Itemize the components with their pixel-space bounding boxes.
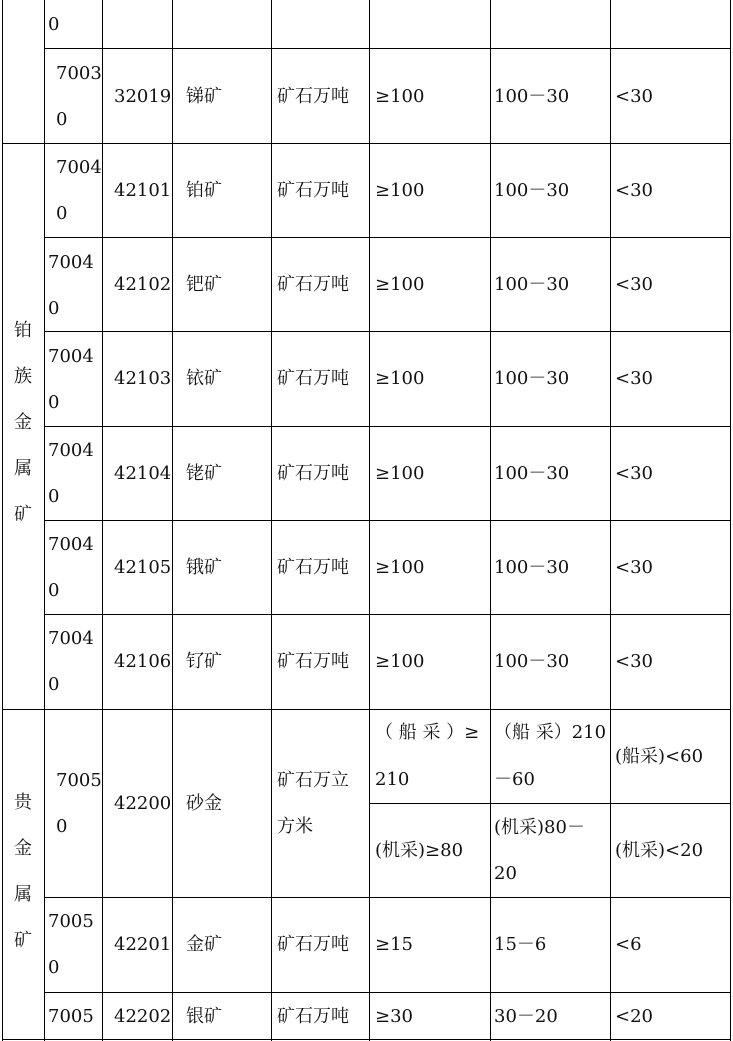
small-scale-cell: <20 <box>615 1006 653 1027</box>
medium-scale-cell: 100－30 <box>494 651 570 672</box>
medium-scale-ship-cont: －60 <box>494 769 535 790</box>
code-a-cell-cont: 0 <box>56 203 68 224</box>
category-char: 族 <box>14 366 32 387</box>
mineral-name: 钌矿 <box>186 651 222 672</box>
code-a-cell: 0 <box>48 14 60 35</box>
grid-line <box>44 992 731 993</box>
code-a-cell-cont: 0 <box>48 486 60 507</box>
mineral-name: 银矿 <box>186 1006 222 1027</box>
code-a-cell: 7004 <box>48 252 94 273</box>
code-a-cell-cont: 0 <box>56 109 68 130</box>
grid-line <box>2 0 3 1041</box>
unit-cell: 矿石万吨 <box>277 368 349 389</box>
grid-line <box>44 897 731 898</box>
large-scale-cell: ≥30 <box>375 1006 413 1027</box>
medium-scale-cell: 100－30 <box>494 180 570 201</box>
unit-cell: 矿石万吨 <box>277 557 349 578</box>
category-char: 矿 <box>14 504 32 525</box>
unit-cell: 矿石万吨 <box>277 463 349 484</box>
mineral-name: 砂金 <box>186 793 222 814</box>
code-b-cell: 42102 <box>114 274 172 295</box>
large-scale-mech: (机采)≥80 <box>375 840 464 861</box>
code-a-cell: 7005 <box>56 770 102 791</box>
small-scale-cell: <30 <box>615 463 653 484</box>
code-a-cell: 7004 <box>48 440 94 461</box>
unit-cell: 矿石万立 <box>277 770 349 791</box>
small-scale-cell: <30 <box>615 86 653 107</box>
mineral-name: 锇矿 <box>186 557 222 578</box>
small-scale-cell: <6 <box>615 934 642 955</box>
code-a-cell: 7004 <box>48 628 94 649</box>
large-scale-cell: ≥15 <box>375 934 413 955</box>
small-scale-cell: <30 <box>615 274 653 295</box>
grid-line <box>44 614 731 615</box>
mineral-name: 锑矿 <box>186 86 222 107</box>
grid-line <box>2 709 731 710</box>
grid-line <box>44 520 731 521</box>
medium-scale-mech: (机采)80－ <box>494 817 585 838</box>
small-scale-ship: (船采)<60 <box>615 746 704 767</box>
mineral-name: 铂矿 <box>186 180 222 201</box>
grid-line <box>44 237 731 238</box>
unit-cell: 矿石万吨 <box>277 1006 349 1027</box>
large-scale-cell: ≥100 <box>375 274 425 295</box>
code-b-cell: 42105 <box>114 557 172 578</box>
medium-scale-mech-cont: 20 <box>494 863 517 884</box>
large-scale-cell: ≥100 <box>375 463 425 484</box>
code-b-cell: 42201 <box>114 934 172 955</box>
grid-line <box>44 331 731 332</box>
small-scale-mech: (机采)<20 <box>615 840 704 861</box>
medium-scale-cell: 100－30 <box>494 557 570 578</box>
code-b-cell: 42200 <box>114 793 172 814</box>
code-b-cell: 42202 <box>114 1006 172 1027</box>
grid-line <box>2 1039 731 1040</box>
category-char: 铂 <box>14 320 32 341</box>
code-a-cell-cont: 0 <box>48 580 60 601</box>
code-a-cell-cont: 0 <box>48 957 60 978</box>
unit-cell-cont: 方米 <box>277 816 313 837</box>
code-a-cell: 7005 <box>48 911 94 932</box>
code-a-cell-cont: 0 <box>48 392 60 413</box>
grid-line <box>44 426 731 427</box>
category-char: 属 <box>14 458 32 479</box>
small-scale-cell: <30 <box>615 180 653 201</box>
medium-scale-cell: 100－30 <box>494 86 570 107</box>
unit-cell: 矿石万吨 <box>277 934 349 955</box>
code-b-cell: 32019 <box>114 86 172 107</box>
code-a-cell-cont: 0 <box>56 816 68 837</box>
medium-scale-cell: 100－30 <box>494 274 570 295</box>
unit-cell: 矿石万吨 <box>277 274 349 295</box>
code-a-cell-cont: 0 <box>48 674 60 695</box>
category-char: 矿 <box>14 930 32 951</box>
large-scale-cell: ≥100 <box>375 368 425 389</box>
code-a-cell: 7004 <box>48 346 94 367</box>
small-scale-cell: <30 <box>615 368 653 389</box>
large-scale-ship-cont: 210 <box>375 769 410 790</box>
unit-cell: 矿石万吨 <box>277 651 349 672</box>
category-char: 属 <box>14 884 32 905</box>
large-scale-cell: ≥100 <box>375 557 425 578</box>
unit-cell: 矿石万吨 <box>277 180 349 201</box>
mineral-name: 铑矿 <box>186 463 222 484</box>
large-scale-cell: ≥100 <box>375 180 425 201</box>
code-b-cell: 42103 <box>114 368 172 389</box>
large-scale-cell: ≥100 <box>375 651 425 672</box>
mineral-name: 钯矿 <box>186 274 222 295</box>
mineral-name: 金矿 <box>186 934 222 955</box>
category-char: 贵 <box>14 792 32 813</box>
medium-scale-ship: （船 采）210 <box>494 722 607 743</box>
large-scale-ship: （ 船 采 ）≥ <box>375 722 480 743</box>
code-b-cell: 42101 <box>114 180 172 201</box>
small-scale-cell: <30 <box>615 651 653 672</box>
medium-scale-cell: 100－30 <box>494 368 570 389</box>
large-scale-cell: ≥100 <box>375 86 425 107</box>
unit-cell: 矿石万吨 <box>277 86 349 107</box>
code-b-cell: 42106 <box>114 651 172 672</box>
code-a-cell: 7004 <box>56 157 102 178</box>
grid-line <box>2 143 731 144</box>
medium-scale-cell: 15－6 <box>494 934 547 955</box>
small-scale-cell: <30 <box>615 557 653 578</box>
grid-line <box>44 48 731 49</box>
category-char: 金 <box>14 412 32 433</box>
grid-line <box>369 803 731 804</box>
code-a-cell: 7004 <box>48 534 94 555</box>
code-a-cell-cont: 0 <box>48 298 60 319</box>
category-char: 金 <box>14 838 32 859</box>
mineral-name: 铱矿 <box>186 368 222 389</box>
medium-scale-cell: 100－30 <box>494 463 570 484</box>
code-a-cell: 7003 <box>56 63 102 84</box>
code-a-cell: 7005 <box>48 1006 94 1027</box>
code-b-cell: 42104 <box>114 463 172 484</box>
medium-scale-cell: 30－20 <box>494 1006 558 1027</box>
